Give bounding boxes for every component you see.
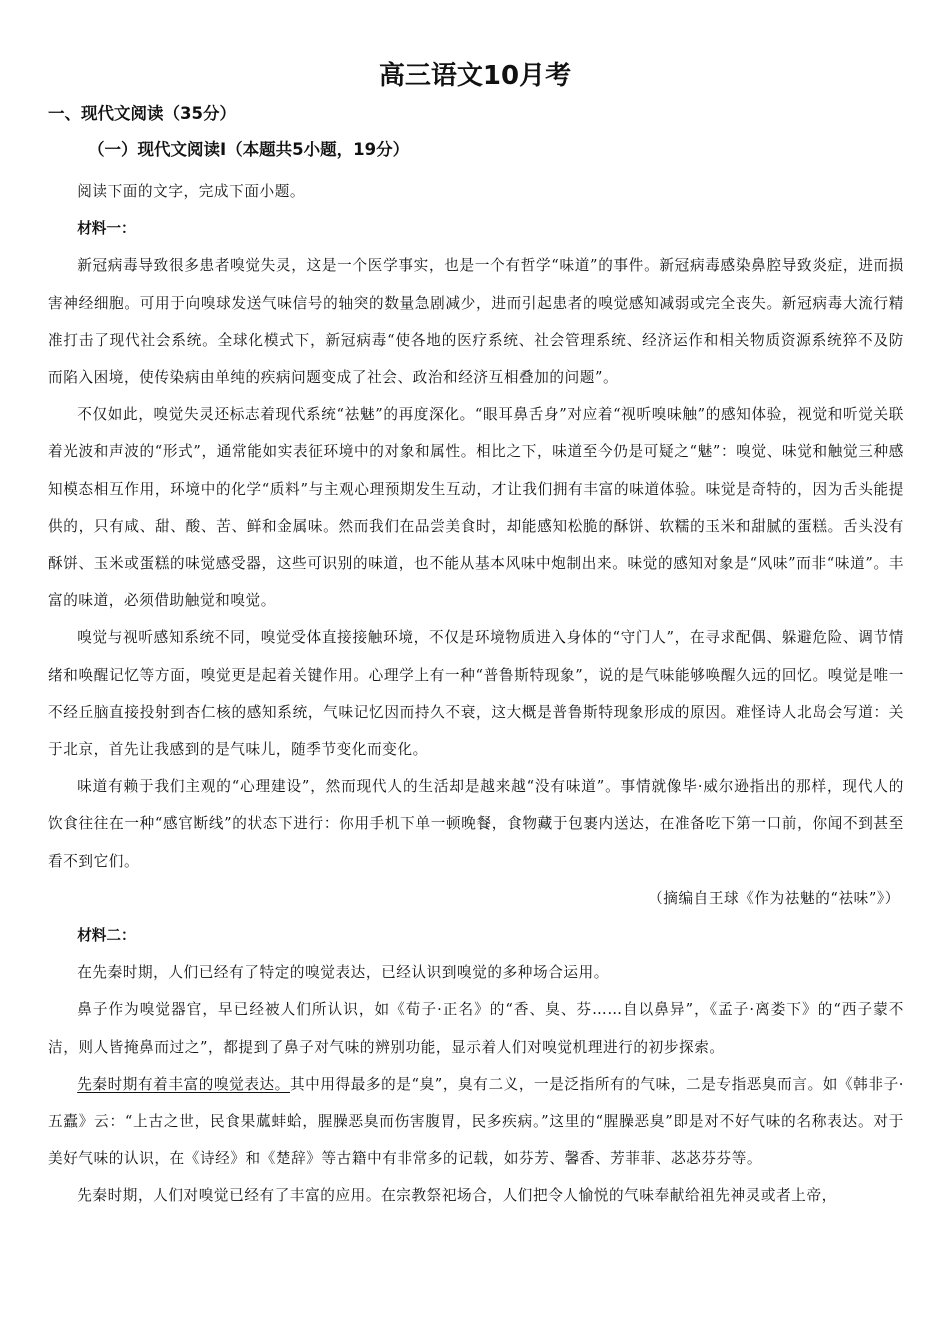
- underlined-sentence: 先秦时期有着丰富的嗅觉表达。: [77, 1075, 290, 1093]
- material-two-label: 材料二：: [77, 927, 136, 945]
- material-two-paragraph-2: 鼻子作为嗅觉器官，早已经被人们所认识，如《荀子·正名》的“香、臭、芬……自以鼻异”，《孟子·离娄下》的“西子蒙不洁，则人皆掩鼻而过之”，都提到了鼻子对气味的辨别功能，显示着人们对嗅觉机理进行的初步探索。: [48, 1001, 904, 1056]
- exam-title: 高三语文10月考: [378, 61, 572, 91]
- instruction-text: 阅读下面的文字，完成下面小题。: [77, 183, 306, 200]
- material-one-source: （摘编自王球《作为祛魅的“祛味”》）: [648, 889, 900, 907]
- material-one-label: 材料一：: [77, 220, 136, 238]
- material-one-paragraph-1: 新冠病毒导致很多患者嗅觉失灵，这是一个医学事实，也是一个有哲学“味道”的事件。新冠病毒感染鼻腔导致炎症，进而损害神经细胞。可用于向嗅球发送气味信号的轴突的数量急剧减少，进而引起患者的嗅觉感知减弱或完全丧失。新冠病毒大流行精准打击了现代社会系统。全球化模式下，新冠病毒“使各地的医疗系统、社会管理系统、经济运作和相关物质资源系统猝不及防而陷入困境，使传染病由单纯的疾病问题变成了社会、政治和经济互相叠加的问题”。: [48, 257, 904, 387]
- sub-heading: （一）现代文阅读Ⅰ（本题共5小题，19分）: [88, 140, 410, 159]
- material-two-paragraph-4: 先秦时期，人们对嗅觉已经有了丰富的应用。在宗教祭祀场合，人们把令人愉悦的气味奉献给祖先神灵或者上帝，: [77, 1187, 837, 1205]
- material-two-paragraph-1: 在先秦时期，人们已经有了特定的嗅觉表达，已经认识到嗅觉的多种场合运用。: [77, 964, 609, 982]
- paragraph-3-rest: 其中用得最多的是“臭”，臭有二义，一是泛指所有的气味，二是专指恶臭而言。如《韩非子·五蠹》云：“上古之世，民食果蓏蚌蛤，腥臊恶臭而伤害腹胃，民多疾病。”这里的“腥臊恶臭”即是对不好气味的名称表达。对于美好气味的认识，在《诗经》和《楚辞》等古籍中有非常多的记载，如芬芳、馨香、芳菲菲、苾苾芬芬等。: [48, 1075, 905, 1168]
- material-two-paragraph-3: [48, 1066, 904, 1178]
- reading-passage: [48, 173, 904, 1215]
- material-one-paragraph-2: 不仅如此，嗅觉失灵还标志着现代系统“祛魅”的再度深化。“眼耳鼻舌身”对应着“视听嗅味触”的感知体验，视觉和听觉关联着光波和声波的“形式”，通常能如实表征环境中的对象和属性。相比之下，味道至今仍是可疑之“魅”：嗅觉、味觉和触觉三种感知模态相互作用，环境中的化学“质料”与主观心理预期发生互动，才让我们拥有丰富的味道体验。味觉是奇特的，因为舌头能提供的，只有咸、甜、酸、苦、鲜和金属味。然而我们在品尝美食时，却能感知松脆的酥饼、软糯的玉米和甜腻的蛋糕。舌头没有酥饼、玉米或蛋糕的味觉感受器，这些可识别的味道，也不能从基本风味中炮制出来。味觉的感知对象是“风味”而非“味道”。丰富的味道，必须借助触觉和嗅觉。: [48, 406, 904, 610]
- material-one-paragraph-3: 嗅觉与视听感知系统不同，嗅觉受体直接接触环境，不仅是环境物质进入身体的“守门人”，在寻求配偶、躲避危险、调节情绪和唤醒记忆等方面，嗅觉更是起着关键作用。心理学上有一种“普鲁斯特现象”，说的是气味能够唤醒久远的回忆。嗅觉是唯一不经丘脑直接投射到杏仁核的感知系统，气味记忆因而持久不衰，这大概是普鲁斯特现象形成的原因。难怪诗人北岛会写道：关于北京，首先让我感到的是气味儿，随季节变化而变化。: [48, 629, 904, 759]
- material-one-paragraph-4: 味道有赖于我们主观的“心理建设”，然而现代人的生活却是越来越“没有味道”。事情就像毕·威尔逊指出的那样，现代人的饮食往往在一种“感官断线”的状态下进行：你用手机下单一顿晚餐，食物藏于包裹内送达，在准备吃下第一口前，你闻不到甚至看不到它们。: [48, 778, 904, 870]
- section-heading: 一、现代文阅读（35分）: [48, 104, 236, 123]
